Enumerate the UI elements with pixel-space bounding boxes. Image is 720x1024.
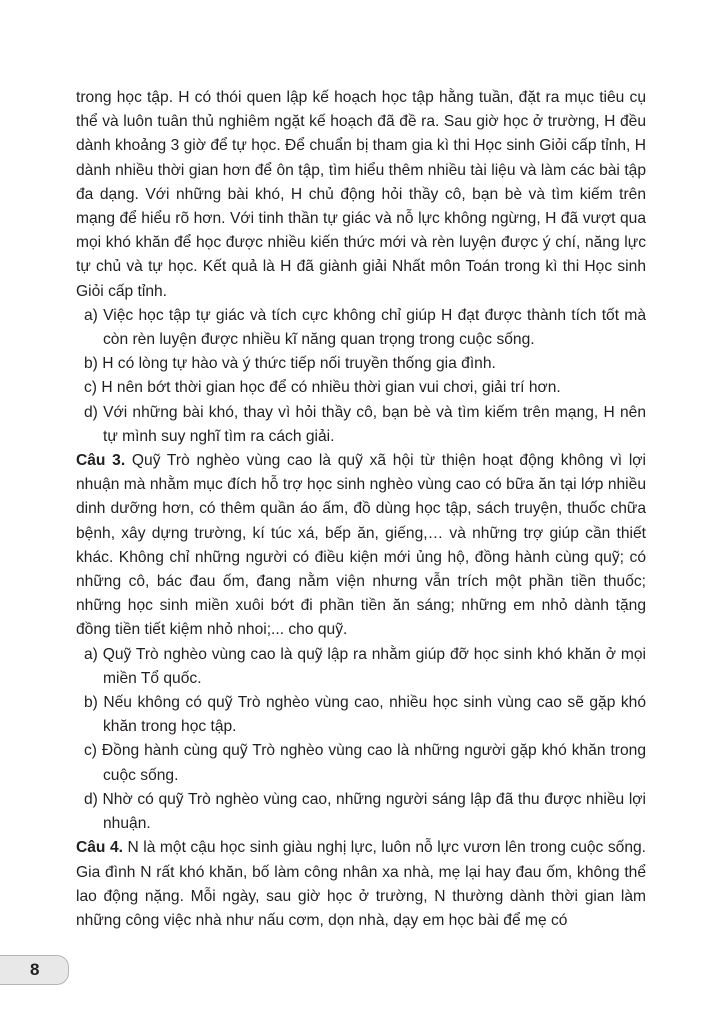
question-4 — [76, 836, 646, 933]
question-3-label: Câu 3. — [76, 452, 126, 470]
intro-paragraph: trong học tập. H có thói quen lập kế hoạch học tập hằng tuần, đặt ra mục tiêu cụ thể và luôn tuân thủ nghiêm ngặt kế hoạch đã đề ra. Sau giờ học ở trường, H đều dành khoảng 3 giờ để tự học. Để chuẩn bị tham gia kì thi Học sinh Giỏi cấp tỉnh, H dành nhiều thời gian hơn để ôn tập, tìm hiểu thêm nhiều tài liệu và làm các bài tập đa dạng. Với những bài khó, H chủ động hỏi thầy cô, bạn bè và tìm kiếm trên mạng để hiểu rõ hơn. Với tinh thần tự giác và nỗ lực không ngừng, H đã vượt qua mọi khó khăn để học được nhiều kiến thức mới và rèn luyện được ý chí, năng lực tự chủ và tự học. Kết quả là H đã giành giải Nhất môn Toán trong kì thi Học sinh Giỏi cấp tỉnh. — [76, 89, 646, 300]
question-3-options — [76, 643, 646, 837]
page-number: 8 — [30, 960, 40, 979]
option-a: a) Việc học tập tự giác và tích cực không chỉ giúp H đạt được thành tích tốt mà còn rèn luyện được nhiều kĩ năng quan trọng trong cuộc sống. — [84, 306, 646, 349]
option-a: a) Quỹ Trò nghèo vùng cao là quỹ lập ra nhằm giúp đỡ học sinh khó khăn ở mọi miền Tổ quốc. — [84, 645, 646, 687]
question-2-options — [76, 304, 646, 449]
option-c: c) H nên bớt thời gian học để có nhiều thời gian vui chơi, giải trí hơn. — [84, 379, 561, 397]
option-b: b) Nếu không có quỹ Trò nghèo vùng cao, nhiều học sinh vùng cao sẽ gặp khó khăn trong học tập. — [84, 694, 646, 736]
option-d: d) Với những bài khó, thay vì hỏi thầy cô, bạn bè và tìm kiếm trên mạng, H nên tự mình suy nghĩ tìm ra cách giải. — [84, 403, 646, 445]
question-3 — [76, 449, 646, 643]
question-4-label: Câu 4. — [76, 839, 123, 857]
question-3-text: Quỹ Trò nghèo vùng cao là quỹ xã hội từ thiện hoạt động không vì lợi nhuận mà nhằm mục đích hỗ trợ học sinh nghèo vùng cao có bữa ăn tại lớp nhiều dinh dưỡng hơn, có thêm quần áo ấm, đồ dùng học tập, sách truyện, thuốc chữa bệnh, xây dựng trường, kí túc xá, bếp ăn, giếng,… và những trợ giúp cần thiết khác. Không chỉ những người có điều kiện mới ủng hộ, đồng hành cùng quỹ; có những cô, bác đau ốm, đang nằm viện nhưng vẫn trích một phần tiền thuốc; những học sinh miền xuôi bớt đi phần tiền ăn sáng; những em nhỏ dành tặng đồng tiền tiết kiệm nhỏ nhoi;... cho quỹ. — [76, 452, 646, 639]
option-c: c) Đồng hành cùng quỹ Trò nghèo vùng cao là những người gặp khó khăn trong cuộc sống. — [84, 742, 646, 784]
option-b: b) H có lòng tự hào và ý thức tiếp nối truyền thống gia đình. — [84, 355, 496, 373]
option-d: d) Nhờ có quỹ Trò nghèo vùng cao, những người sáng lập đã thu được nhiều lợi nhuận. — [84, 790, 646, 833]
page-number-tab — [0, 955, 69, 985]
question-4-text: N là một cậu học sinh giàu nghị lực, luôn nỗ lực vươn lên trong cuộc sống. Gia đình N rất khó khăn, bố làm công nhân xa nhà, mẹ lại hay đau ốm, không thể lao động nặng. Mỗi ngày, sau giờ học ở trường, N thường dành thời gian làm những công việc nhà như nấu cơm, dọn nhà, dạy em học bài để mẹ có — [76, 839, 647, 929]
page-body — [76, 86, 646, 933]
